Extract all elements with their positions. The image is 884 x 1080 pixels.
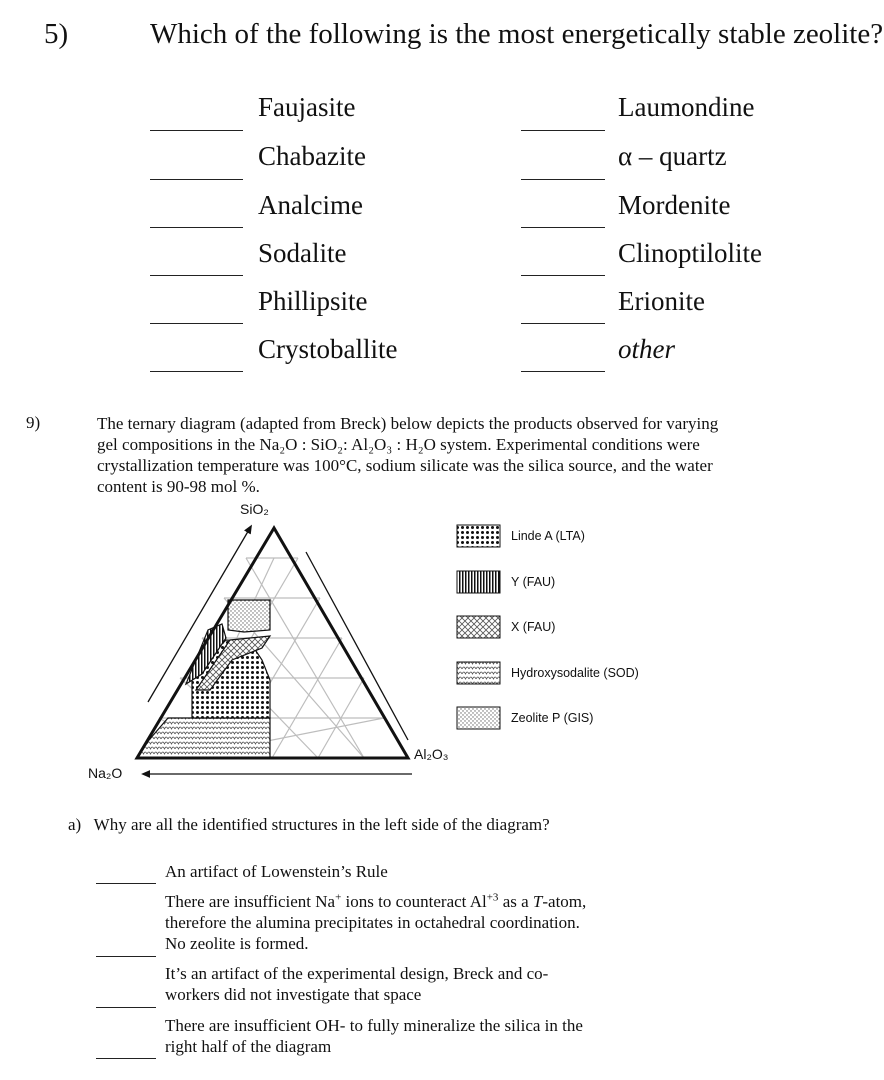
answer-option-2: There are insufficient Na+ ions to counteract $Al^{+3}$ as a T-atom, therefore the alumina precipitates in octahedral coordination. No zeolite is formed. [165, 891, 587, 953]
apex-label-sio2: SiO₂ [240, 501, 269, 517]
option-sodalite: Sodalite [258, 238, 347, 268]
part-a-label: a) [68, 815, 82, 834]
part-a-question [68, 815, 550, 835]
question-5-prompt: Which of the following is the most energetically stable zeolite? [150, 18, 884, 50]
answer-option-3: It’s an artifact of the experimental design, Breck and co-workers did not investigate that space [165, 964, 549, 1004]
legend-label-zeolite-p: Zeolite P (GIS) [511, 711, 594, 725]
legend-label-x-fau: X (FAU) [511, 620, 556, 634]
question-9-number: 9) [26, 413, 41, 432]
legend-swatch-hydroxysodalite [457, 662, 500, 684]
option-laumondine: Laumondine [618, 92, 755, 122]
option-clinoptilolite: Clinoptilolite [618, 238, 763, 268]
option-phillipsite: Phillipsite [258, 286, 368, 316]
question-5-number: 5) [44, 18, 69, 50]
answer-blank-1[interactable] [96, 883, 156, 884]
answer-option-1: An artifact of Lowenstein’s Rule [165, 862, 388, 881]
option-crystoballite: Crystoballite [258, 334, 398, 364]
legend-swatch-zeolite-p [457, 707, 500, 729]
question-9-prompt: The ternary diagram (adapted from Breck) below depicts the products observed for varying gel compositions in the Na₂O : SiO₂: Al₂O₃ : H₂O system. Experimental conditions were crystallization temperature was 100°C, sodium silicate was the silica source, and the water content is 90-98 mol %. [97, 414, 719, 496]
option-chabazite: Chabazite [258, 141, 366, 171]
answer-blank-3[interactable] [96, 1007, 156, 1008]
legend-swatch-y-fau [457, 571, 500, 593]
apex-label-al2o3: Al₂O₃ [414, 746, 449, 762]
answer-option-4: There are insufficient OH- to fully mineralize the silica in the right half of the diagram [165, 1016, 583, 1056]
legend-swatch-x-fau [457, 616, 500, 638]
option-analcime: Analcime [258, 190, 363, 220]
option-mordenite: Mordenite [618, 190, 731, 220]
answer-blank-2[interactable] [96, 956, 156, 957]
apex-label-na2o: Na₂O [88, 765, 123, 781]
legend-swatch-linde-a [457, 525, 500, 547]
legend-label-linde-a: Linde A (LTA) [511, 529, 585, 543]
answer-blank-4[interactable] [96, 1058, 156, 1059]
part-a-prompt: Why are all the identified structures in the left side of the diagram? [93, 815, 550, 834]
legend-label-y-fau: Y (FAU) [511, 575, 556, 589]
option-erionite: Erionite [618, 286, 705, 316]
option-faujasite: Faujasite [258, 92, 356, 122]
option-other: other [618, 334, 675, 364]
option-alpha-quartz: α – quartz [618, 141, 727, 171]
right-axis-line [306, 552, 408, 740]
legend-label-hydroxysodalite: Hydroxysodalite (SOD) [511, 666, 639, 680]
region-zeolite-p [228, 600, 270, 632]
